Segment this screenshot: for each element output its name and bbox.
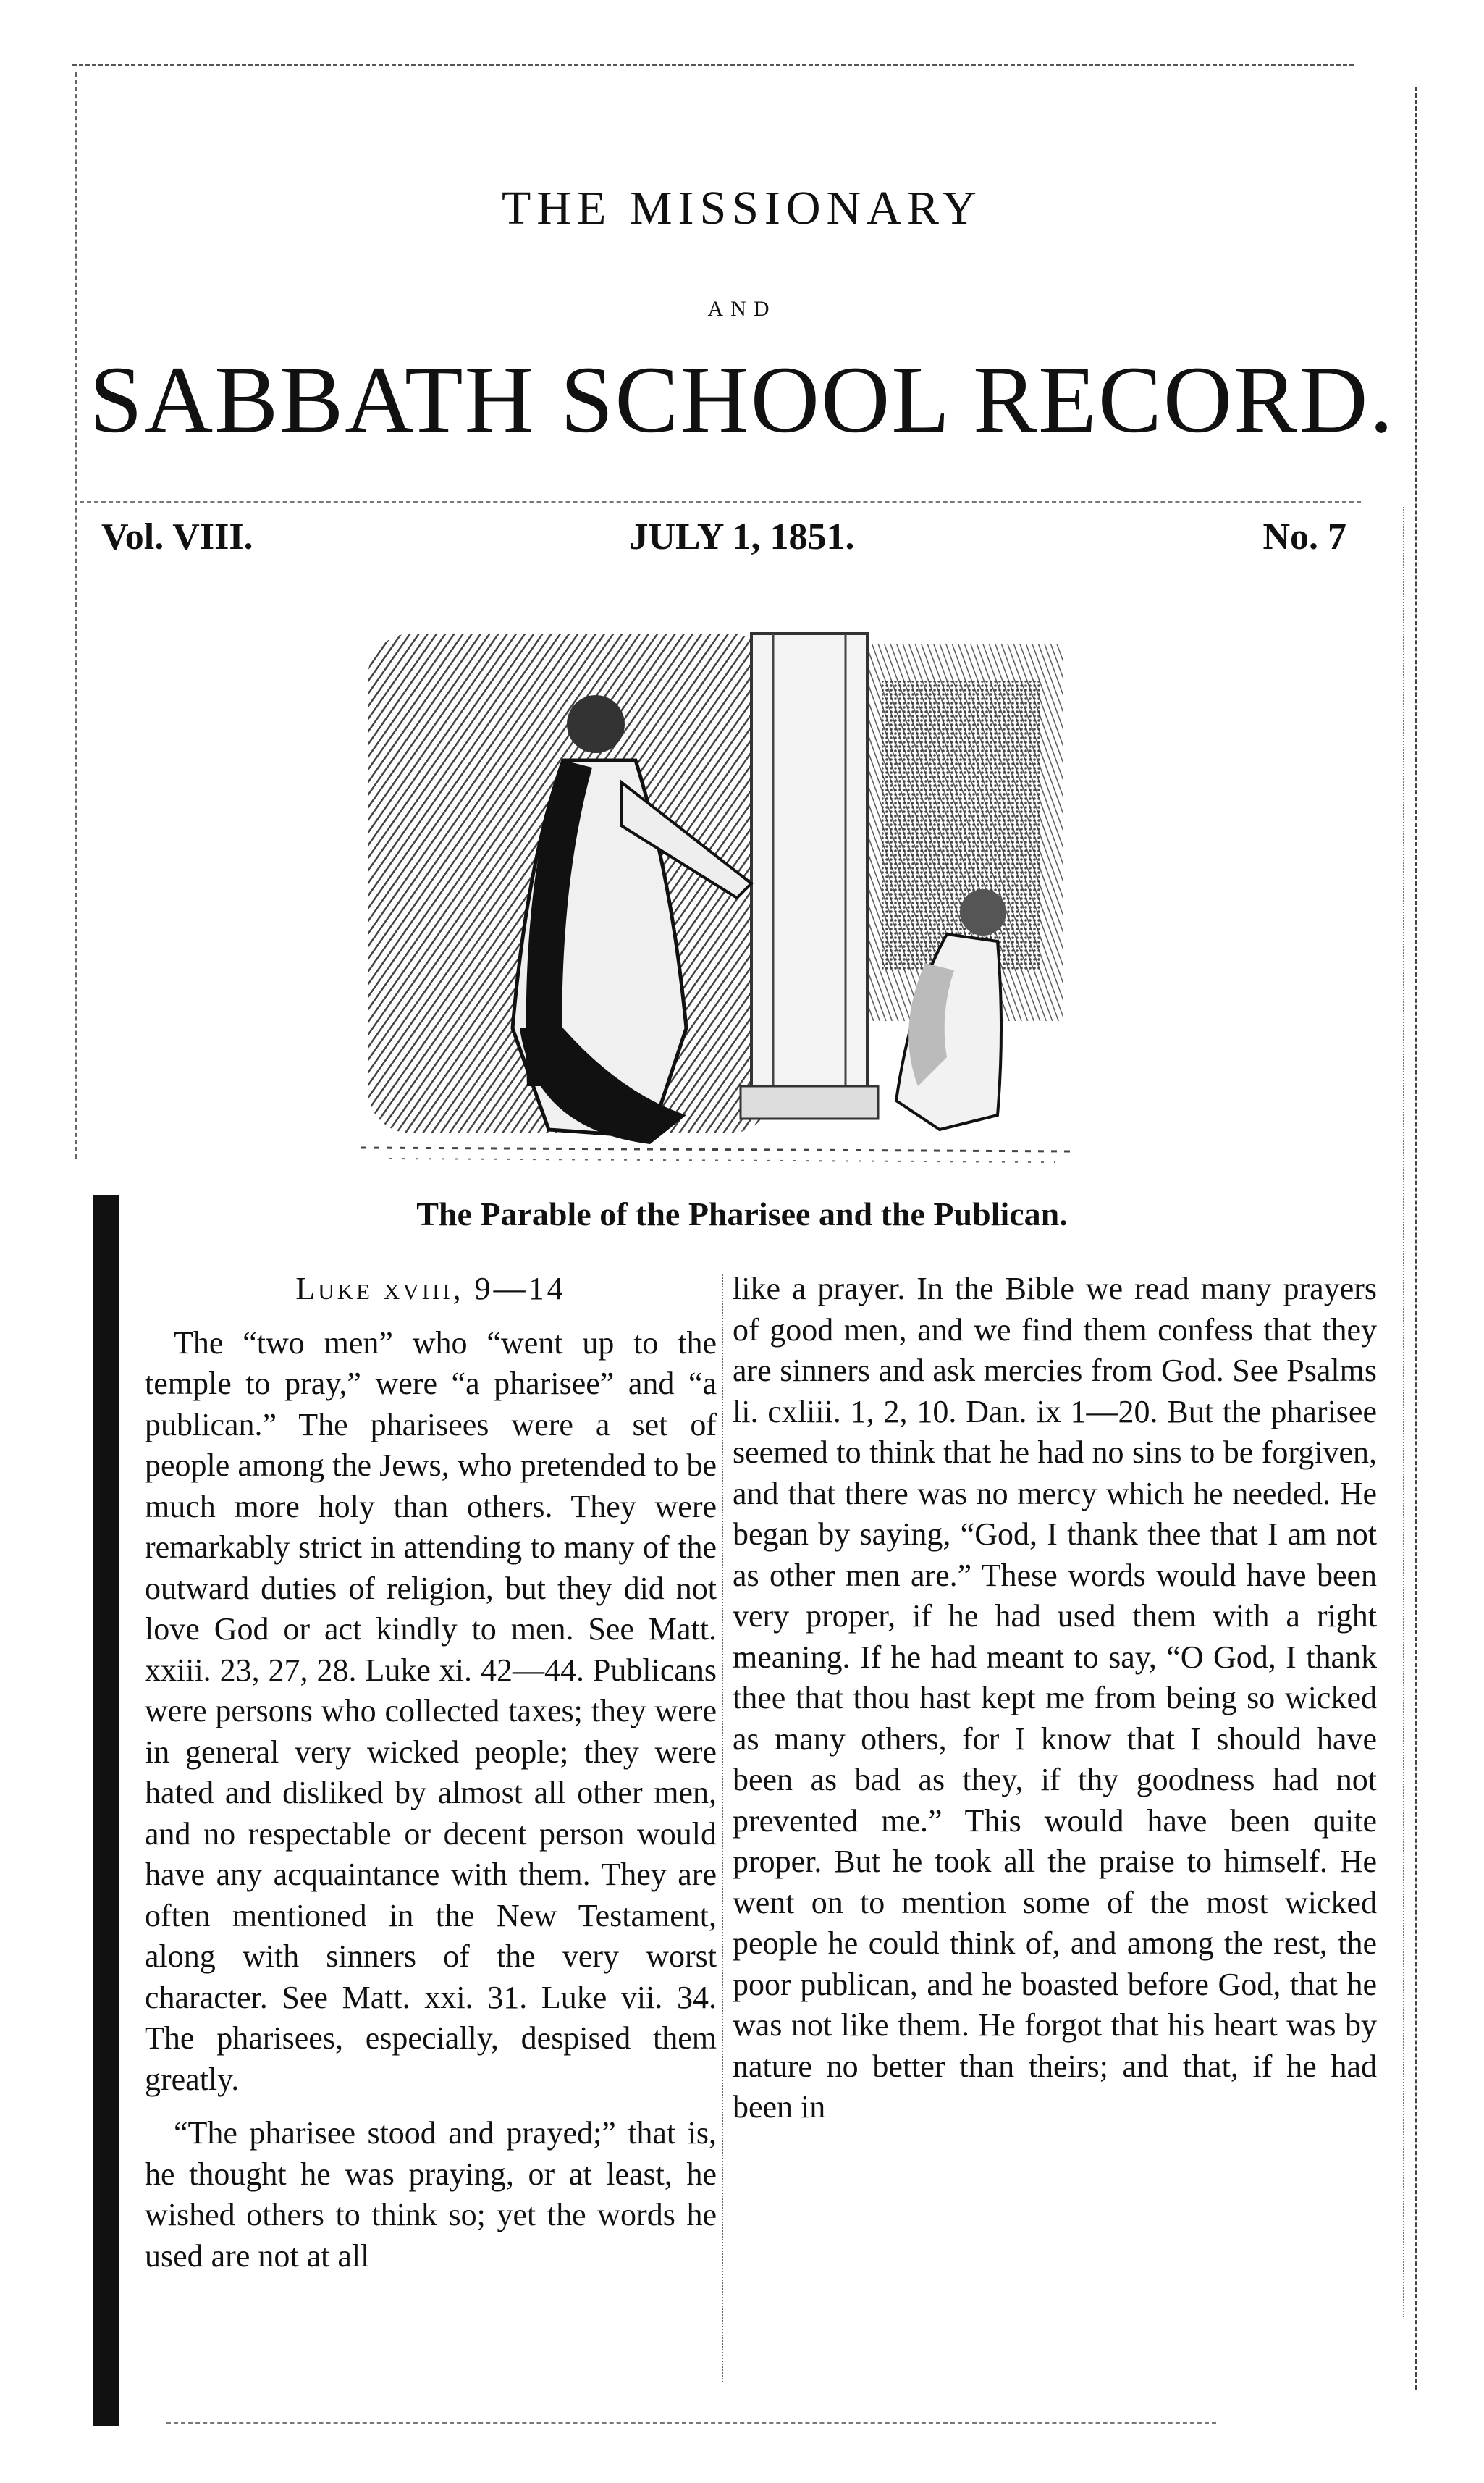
masthead-rule <box>80 501 1361 503</box>
binding-shadow <box>93 1195 119 2426</box>
article-paragraph: like a prayer. In the Bible we read many prayers of good men, and we find them confess that they are sinners and ask mercies from God. See Psalms li. cxliii. 1, 2, 10. Dan. ix 1—20. But the pharisee seemed to think that he had no sins to be forgiven, and that there was no mercy which he needed. He began by saying, “God, I thank thee that I am not as other men are.” These words would have been very proper, if he had used them with a right meaning. If he had meant to say, “O God, I thank thee that thou hast kept me from being so wicked as many others, for I know that I should have been as bad as they, if thy goodness had not prevented me.” This would have been quite proper. But he took all the praise to himself. He went on to mention some of the most wicked people he could think of, and among the rest, the poor publican, and he boasted before God, that he was not like them. He forgot that his heart was by nature no better than theirs; and that, if he had been in <box>733 1271 1377 2125</box>
page-border-inner-right <box>1403 507 1404 2317</box>
article-paragraph: “The pharisee stood and prayed;” that is, he thought he was praying, or at least, he wished others to think so; yet the words he used are not at all <box>145 2115 717 2274</box>
article-right-column <box>733 1269 1377 2128</box>
illustration-caption: The Parable of the Pharisee and the Publican. <box>416 1196 1068 1232</box>
column-divider <box>722 1274 723 2382</box>
volume-label: Vol. VIII. <box>101 516 253 558</box>
masthead-line-1: THE MISSIONARY <box>502 182 982 235</box>
scripture-reference: Luke xviii, 9—14 <box>295 1271 566 1306</box>
masthead-title: SABBATH SCHOOL RECORD. <box>89 346 1395 453</box>
engraving-illustration <box>346 623 1088 1173</box>
page-bottom-rule <box>166 2422 1216 2424</box>
page-border-top <box>72 64 1354 66</box>
article-left-column <box>145 1269 717 2277</box>
issue-number: No. 7 <box>1262 516 1346 558</box>
masthead-line-2: AND <box>707 297 777 321</box>
article-paragraph: The “two men” who “went up to the temple to pray,” were “a pharisee” and “a publican.” The pharisees were a set of people among the Jews, who pretended to be much more holy than others. They were remarkably strict in attending to many of the outward duties of religion, but they did not love God or act kindly to men. See Matt. xxiii. 23, 27, 28. Luke xi. 42—44. Publicans were persons who collected taxes; they were in general very wicked people; they were hated and disliked by almost all other men, and no respectable or decent person would have any acquaintance with them. They are often mentioned in the New Testament, along with sinners of the very worst character. See Matt. xxi. 31. Luke vii. 34. The pharisees, especially, despised them greatly. <box>145 1324 717 2097</box>
issue-date: JULY 1, 1851. <box>629 516 855 558</box>
